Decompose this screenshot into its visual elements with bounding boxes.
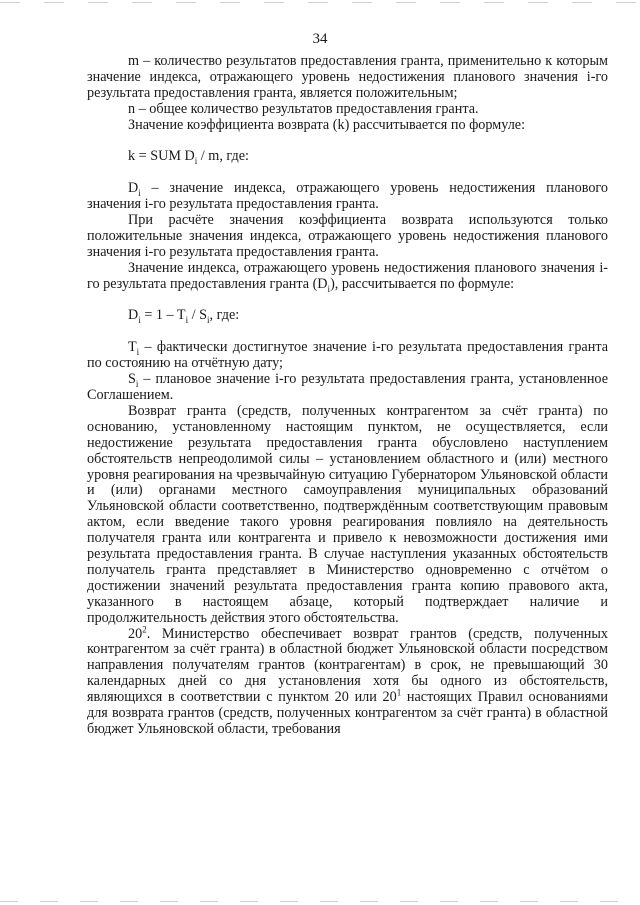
- blank-line: [87, 293, 608, 309]
- paragraph: n – общее количество результатов предоставления гранта.: [128, 100, 479, 117]
- paragraph: m – количество результатов предоставления гранта, применительно к которым значение индекса, отражающего уровень недостижения планового значения i-го результата предоставления гранта, является положительным;: [87, 53, 608, 101]
- paragraph: $S_i$ – плановое значение i-го результата предоставления гранта, установленное Соглашением.: [87, 371, 608, 403]
- formula: k = SUM $D_i$ / m, где:: [128, 148, 249, 167]
- paragraph: Значение коэффициента возврата (k) рассчитывается по формуле:: [128, 116, 526, 133]
- blank-line: [87, 165, 608, 181]
- paragraph: При расчёте значения коэффициента возврата используются только положительные значения индекса, отражающего уровень недостижения планового значения i-го результата предоставления гранта.: [87, 212, 608, 260]
- paragraph: Значение индекса, отражающего уровень недостижения планового значения i-го результата предоставления гранта $(D_i)$, рассчитывается по формуле:: [87, 259, 608, 294]
- scan-edge-bottom: [0, 901, 640, 902]
- page-number: 34: [312, 31, 328, 47]
- paragraph: Возврат гранта (средств, полученных контрагентом за счёт гранта) по основанию, установленному настоящим пунктом, не осуществляется, если недостижение результата предоставления гранта обусловлено наступлением обстоятельств непреодолимой силы – установлением областного и (или) местного уровня реагирования на чрезвычайную ситуацию Губернатором Ульяновской области и (или) органами местного самоуправления муниципальных образований Ульяновской области соответственно, подтверждённым соответствующим правовым актом, если введение такого уровня реагирования повлияло на деятельность получателя гранта или контрагента и привело к невозможности достижения ими результата предоставления гранта. В случае наступления указанных обстоятельств получатель гранта представляет в Министерство одновременно с отчётом о достижении значений результата предоставления гранта копию правового акта, указанного в настоящем абзаце, который подтверждает наличие и продолжительность действия этого обстоятельства.: [87, 402, 608, 626]
- document-body: [87, 54, 608, 738]
- paragraph: $T_i$ – фактически достигнутое значение i-го результата предоставления гранта по состоянию на отчётную дату;: [87, 339, 608, 372]
- paragraph: $D_i$ – значение индекса, отражающего уровень недостижения планового значения i-го результата предоставления гранта.: [87, 180, 608, 213]
- formula: $D_i = 1 - T_i / S_i$, где:: [128, 307, 240, 326]
- blank-line: [87, 134, 608, 150]
- scan-edge-top: [0, 2, 640, 3]
- paragraph: $20^2$. Министерство обеспечивает возврат грантов (средств, полученных контрагентом за счёт гранта) в областной бюджет Ульяновской области посредством направления получателям грантов (контрагентам) в срок, не превышающий 30 календарных дней со дня установления хотя бы одного из обстоятельств, являющихся в соответствии с пунктом 20 или $20^1$ настоящих Правил основаниями для возврата грантов (средств, полученных контрагентом за счёт гранта) в областной бюджет Ульяновской области, требования: [87, 623, 608, 737]
- blank-line: [87, 324, 608, 340]
